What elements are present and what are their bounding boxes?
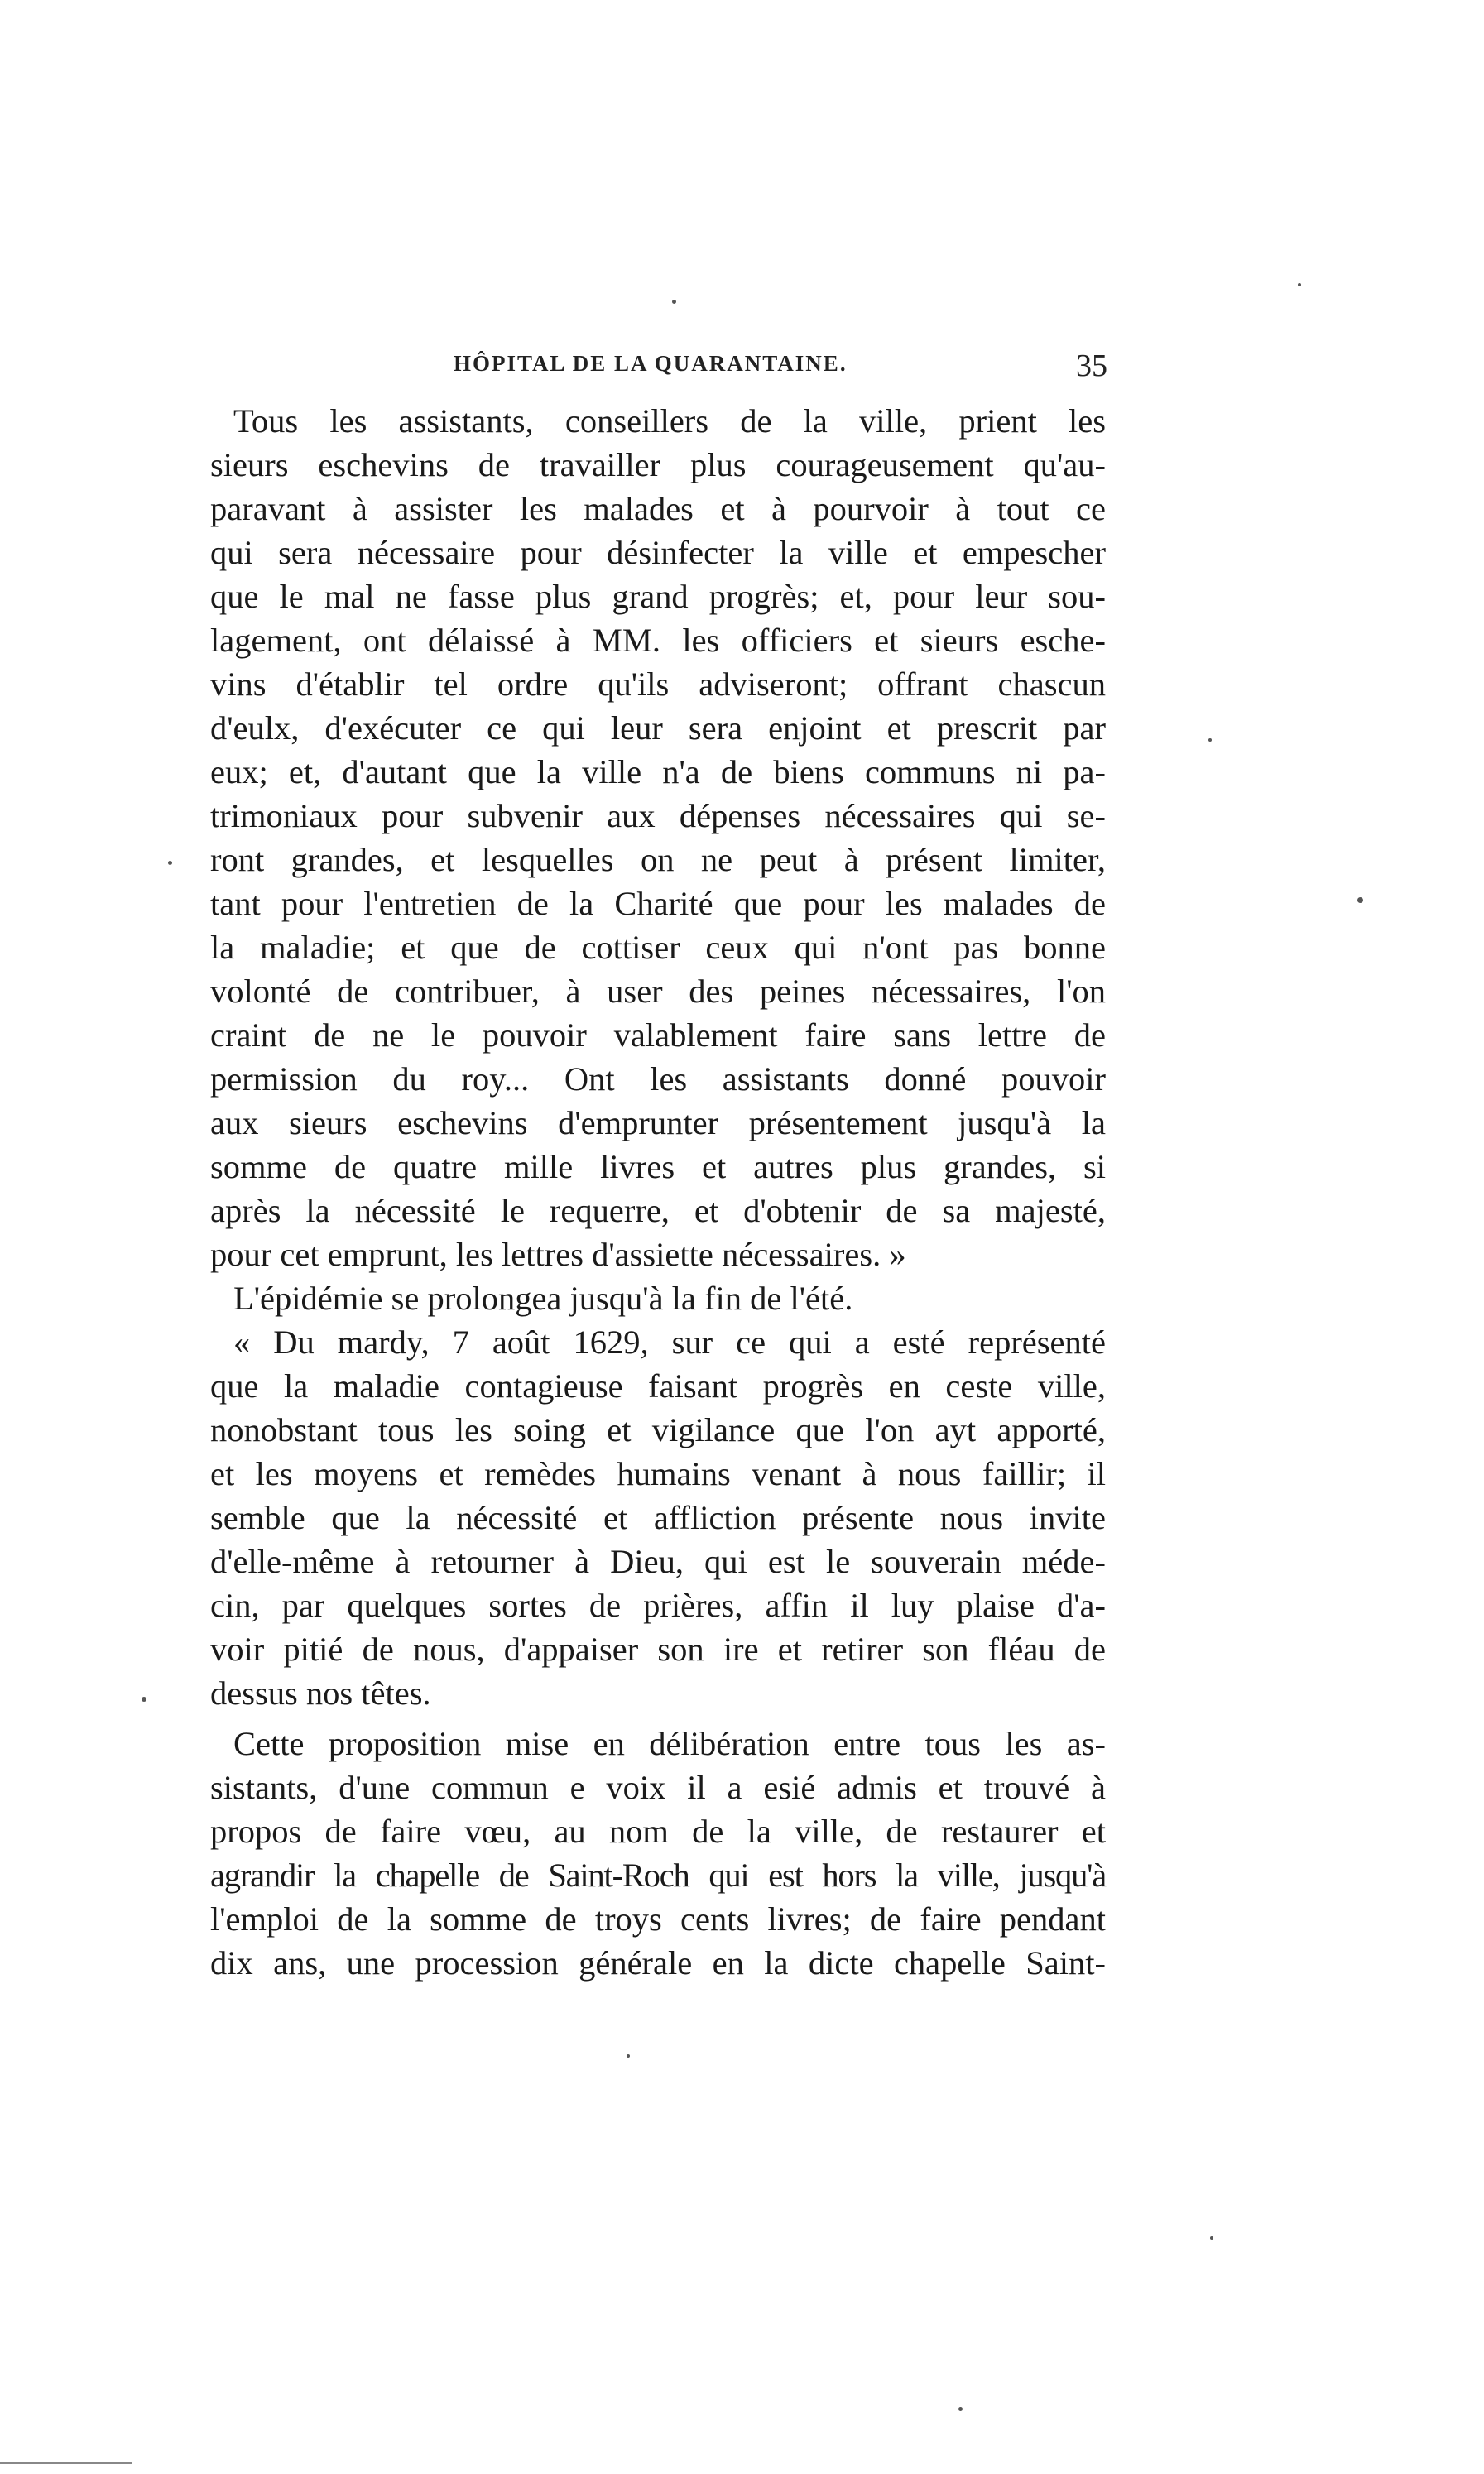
text-line: après la nécessité le requerre, et d'obtenir de sa majesté,	[210, 1192, 1106, 1229]
scan-speck	[142, 1697, 146, 1702]
text-line: d'elle-même à retourner à Dieu, qui est le souverain méde-	[210, 1543, 1106, 1580]
text-line: sieurs eschevins de travailler plus courageusement qu'au-	[210, 446, 1106, 483]
scan-speck	[672, 300, 676, 304]
text-line: voir pitié de nous, d'appaiser son ire et retirer son fléau de	[210, 1631, 1106, 1668]
text-line: tant pour l'entretien de la Charité que pour les malades de	[210, 885, 1106, 922]
text-line: pour cet emprunt, les lettres d'assiette nécessaires. »	[210, 1236, 906, 1273]
text-line: dessus nos têtes.	[210, 1674, 431, 1712]
text-line: dix ans, une procession générale en la dicte chapelle Saint-	[210, 1944, 1106, 1982]
scan-speck	[958, 2407, 963, 2411]
text-line: que le mal ne fasse plus grand progrès; et, pour leur sou-	[210, 578, 1106, 615]
text-line: que la maladie contagieuse faisant progrès en ceste ville,	[210, 1367, 1106, 1405]
text-line: L'épidémie se prolongea jusqu'à la fin de l'été.	[233, 1280, 853, 1317]
scan-speck	[1208, 738, 1212, 742]
text-line: agrandir la chapelle de Saint-Roch qui est hors la ville, jusqu'à	[210, 1857, 1106, 1894]
scan-speck	[1210, 2236, 1213, 2240]
paragraph	[210, 1320, 1106, 1715]
body-text	[210, 399, 1106, 1985]
text-line: et les moyens et remèdes humains venant à nous faillir; il	[210, 1455, 1106, 1492]
page-number: 35	[1076, 348, 1107, 383]
text-line: eux; et, d'autant que la ville n'a de biens communs ni pa-	[210, 753, 1106, 790]
text-line: semble que la nécessité et affliction présente nous invite	[210, 1499, 1106, 1536]
text-line: aux sieurs eschevins d'emprunter présentement jusqu'à la	[210, 1104, 1106, 1141]
text-line: d'eulx, d'exécuter ce qui leur sera enjoint et prescrit par	[210, 709, 1106, 747]
text-line: la maladie; et que de cottiser ceux qui n'ont pas bonne	[210, 929, 1106, 966]
running-header	[454, 348, 1107, 389]
paragraph	[210, 1722, 1106, 1985]
text-line: trimoniaux pour subvenir aux dépenses nécessaires qui se-	[210, 797, 1106, 834]
text-line: qui sera nécessaire pour désinfecter la ville et empescher	[210, 534, 1106, 571]
scan-speck	[1357, 897, 1363, 903]
scan-speck	[627, 2054, 630, 2058]
scan-edge-rule	[0, 2462, 132, 2464]
text-line: l'emploi de la somme de troys cents livres; de faire pendant	[210, 1900, 1106, 1938]
text-line: paravant à assister les malades et à pourvoir à tout ce	[210, 490, 1106, 527]
running-title: HÔPITAL DE LA QUARANTAINE.	[454, 351, 848, 376]
text-line: sistants, d'une commun e voix il a esié admis et trouvé à	[210, 1769, 1106, 1806]
text-line: cin, par quelques sortes de prières, affin il luy plaise d'a-	[210, 1587, 1106, 1624]
text-line: somme de quatre mille livres et autres plus grandes, si	[210, 1148, 1106, 1185]
paragraph	[210, 399, 1106, 1276]
paragraph-gap	[210, 1715, 1106, 1722]
paragraph	[210, 1276, 1106, 1320]
text-line: volonté de contribuer, à user des peines nécessaires, l'on	[210, 973, 1106, 1010]
text-line: lagement, ont délaissé à MM. les officiers et sieurs esche-	[210, 622, 1106, 659]
text-line: nonobstant tous les soing et vigilance que l'on ayt apporté,	[210, 1411, 1106, 1448]
text-line: Cette proposition mise en délibération entre tous les as-	[233, 1725, 1106, 1762]
text-line: « Du mardy, 7 août 1629, sur ce qui a esté représenté	[233, 1323, 1106, 1361]
scan-speck	[1298, 283, 1301, 286]
text-line: vins d'établir tel ordre qu'ils adviseront; offrant chascun	[210, 665, 1106, 703]
text-line: craint de ne le pouvoir valablement faire sans lettre de	[210, 1016, 1106, 1054]
text-line: ront grandes, et lesquelles on ne peut à présent limiter,	[210, 841, 1106, 878]
text-line: Tous les assistants, conseillers de la ville, prient les	[233, 402, 1106, 440]
scan-speck	[168, 861, 172, 865]
text-line: permission du roy... Ont les assistants donné pouvoir	[210, 1060, 1106, 1098]
text-line: propos de faire vœu, au nom de la ville, de restaurer et	[210, 1813, 1106, 1850]
